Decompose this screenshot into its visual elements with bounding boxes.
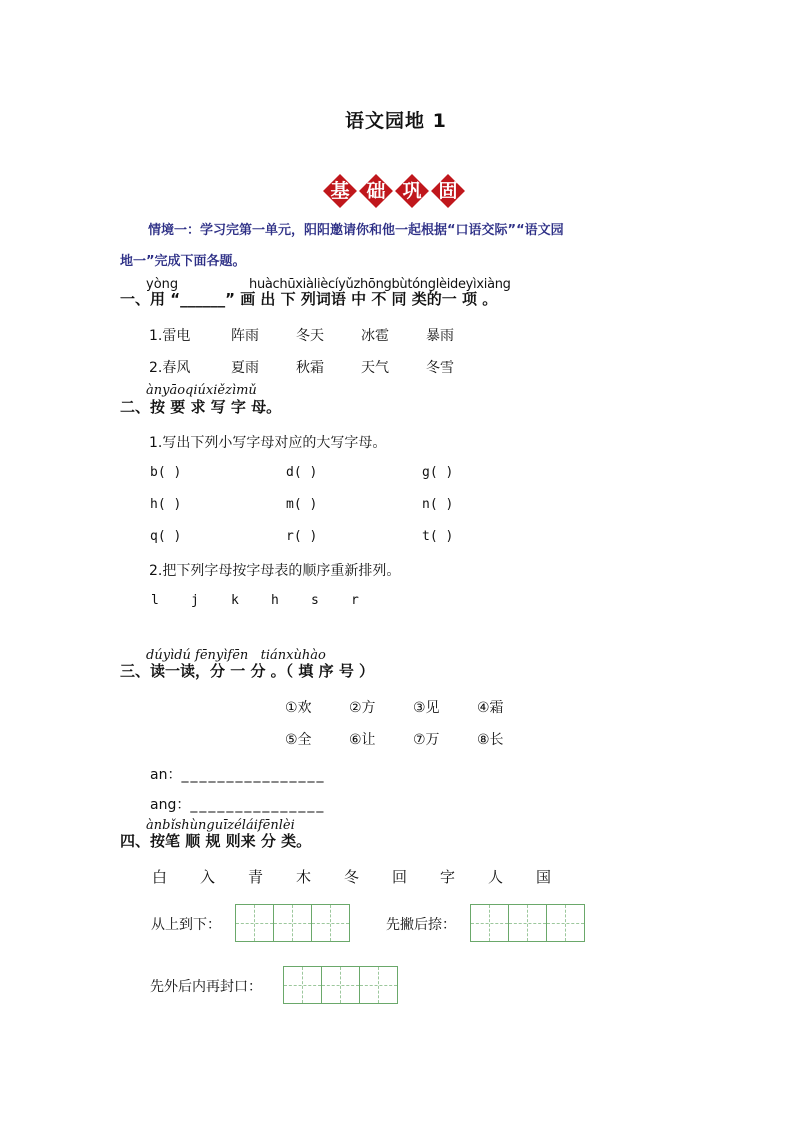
q1-heading — [120, 288, 497, 309]
q3-pinyin: dúyìdú fēnyìfēn tiánxùhào — [146, 648, 326, 663]
letters-row-2 — [150, 497, 453, 512]
q2-heading: 二、按 要 求 写 字 母。 — [120, 398, 282, 416]
scenario-line-1: 情境一：学习完第一单元，阳阳邀请你和他一起根据“口语交际”“语文园 — [148, 223, 564, 238]
sequence-letter: h — [271, 593, 279, 608]
an-label: an： — [150, 767, 182, 783]
stroke-char: 冬 — [344, 868, 360, 886]
letters-row-1 — [150, 465, 453, 480]
letter-blank: g( ) — [422, 465, 454, 480]
sequence-letter: s — [311, 593, 319, 608]
banner-char: 础 — [366, 180, 386, 202]
banner-tile — [395, 174, 429, 208]
q3-heading: 三、读一读，分 一 分 。（ 填 序 号 ） — [120, 662, 375, 680]
top-to-bottom-label: 从上到下： — [151, 917, 221, 933]
option-char: ⑥让 — [349, 732, 376, 748]
q1-word: 冬雪 — [426, 360, 454, 376]
writing-cell[interactable] — [312, 905, 349, 941]
q1-word: 暴雨 — [426, 328, 454, 344]
writing-cell[interactable] — [471, 905, 509, 941]
option-char: ②方 — [349, 700, 376, 716]
writing-cell[interactable] — [322, 967, 360, 1003]
letter-sequence — [151, 593, 359, 608]
option-char: ③见 — [413, 700, 440, 716]
q2-sub-2: 2.把下列字母按字母表的顺序重新排列。 — [149, 563, 401, 579]
letter-blank: m( ) — [286, 497, 318, 512]
letter-blank: q( ) — [150, 529, 182, 544]
stroke-char: 青 — [248, 868, 264, 886]
q2-sub-1: 1.写出下列小写字母对应的大写字母。 — [149, 435, 387, 451]
letters-row-3 — [150, 529, 453, 544]
option-char: ④霜 — [477, 700, 504, 716]
option-char: ⑧长 — [477, 732, 504, 748]
stroke-char: 回 — [392, 868, 408, 886]
page-title: 语文园地 1 — [345, 110, 447, 132]
q1-pinyin-b: huàchūxiàlièсíyǔzhōngbùtónglèideyìxiàng — [249, 277, 511, 292]
left-falling-first-grid[interactable] — [470, 904, 585, 942]
q3-options-row-1 — [285, 697, 504, 717]
letter-blank: n( ) — [422, 497, 454, 512]
writing-cell[interactable] — [236, 905, 274, 941]
letter-blank: b( ) — [150, 465, 182, 480]
stroke-char: 入 — [200, 868, 216, 886]
q1-word: 天气 — [361, 360, 389, 376]
letter-blank: d( ) — [286, 465, 318, 480]
q1-pinyin-a: yòng — [146, 277, 179, 292]
writing-cell[interactable] — [547, 905, 584, 941]
banner-char: 巩 — [402, 180, 422, 202]
stroke-char: 白 — [152, 868, 168, 886]
q4-pinyin: ànbǐshùnguīzéláifēnlèi — [146, 818, 295, 833]
sequence-letter: l — [151, 593, 159, 608]
q1-heading-rest: 画 出 下 列词语 中 不 同 类的一 项 。 — [240, 290, 498, 308]
stroke-char: 木 — [296, 868, 312, 886]
letter-blank: t( ) — [422, 529, 454, 544]
banner-tile — [359, 174, 393, 208]
q1-word: 2.春风 — [149, 360, 191, 376]
top-to-bottom-grid[interactable] — [235, 904, 350, 942]
q1-word: 阵雨 — [231, 328, 259, 344]
banner-tile — [323, 174, 357, 208]
an-answer-line — [150, 764, 325, 784]
q3-options-row-2 — [285, 729, 504, 749]
ang-blank[interactable]: _______________ — [190, 797, 326, 813]
writing-cell[interactable] — [274, 905, 312, 941]
stroke-char: 字 — [440, 868, 456, 886]
q1-word: 夏雨 — [231, 360, 259, 376]
letter-blank: r( ) — [286, 529, 318, 544]
option-char: ⑤全 — [285, 732, 312, 748]
section-banner — [323, 174, 465, 208]
sequence-letter: r — [351, 593, 359, 608]
banner-tile — [431, 174, 465, 208]
q1-row-2 — [149, 357, 454, 377]
banner-char: 固 — [438, 180, 458, 202]
q4-heading: 四、按笔 顺 规 则来 分 类。 — [120, 832, 312, 850]
q4-chars — [152, 866, 551, 887]
scenario-line-2: 地一”完成下面各题。 — [120, 254, 246, 269]
outside-inside-grid[interactable] — [283, 966, 398, 1004]
q1-word: 1.雷电 — [149, 328, 191, 344]
writing-cell[interactable] — [284, 967, 322, 1003]
left-falling-first-label: 先撇后捺： — [386, 917, 456, 933]
ang-answer-line — [150, 794, 325, 814]
an-blank[interactable]: ________________ — [181, 767, 326, 783]
outside-inside-label: 先外后内再封口： — [150, 979, 262, 995]
q1-heading-start: 一、用 — [120, 290, 166, 308]
stroke-char: 国 — [536, 868, 552, 886]
option-char: ⑦万 — [413, 732, 440, 748]
ang-label: ang： — [150, 797, 191, 813]
q1-word: 冰雹 — [361, 328, 389, 344]
q2-pinyin: ànyāoqiúxiězìmǔ — [146, 383, 257, 398]
q1-word: 秋霜 — [296, 360, 324, 376]
letter-blank: h( ) — [150, 497, 182, 512]
banner-char: 基 — [330, 180, 350, 202]
stroke-char: 人 — [488, 868, 504, 886]
sequence-letter: k — [231, 593, 239, 608]
writing-cell[interactable] — [509, 905, 547, 941]
q1-blank: “______” — [170, 290, 235, 308]
option-char: ①欢 — [285, 700, 312, 716]
writing-cell[interactable] — [360, 967, 397, 1003]
q1-word: 冬天 — [296, 328, 324, 344]
q1-row-1 — [149, 325, 454, 345]
sequence-letter: j — [191, 593, 199, 608]
